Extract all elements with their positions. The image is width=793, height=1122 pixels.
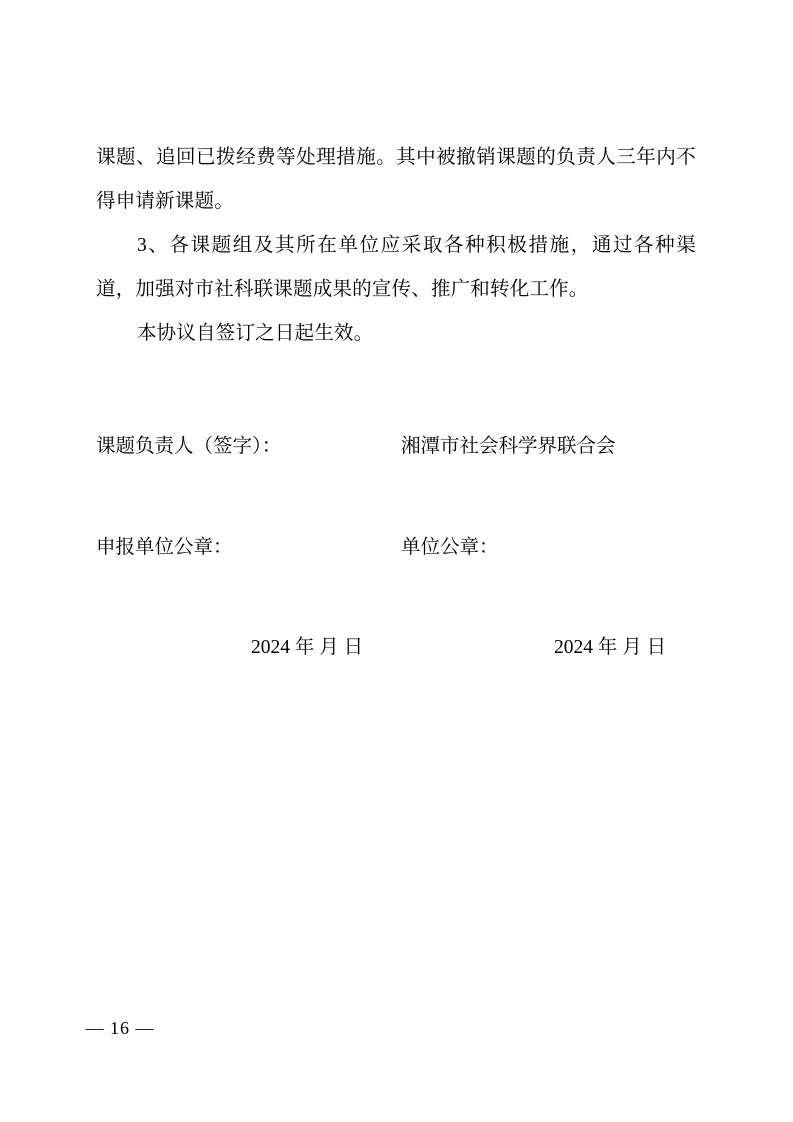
paragraph-3: 本协议自签订之日起生效。 [136,323,374,344]
paragraph-1: 课题、追回已拨经费等处理措施。其中被撤销课题的负责人三年内不得申请新课题。 [96,147,696,212]
signature-row-1 [96,432,716,462]
date-row [96,633,716,663]
document-body [96,136,696,356]
date-left: 2024 年 月 日 [251,637,364,658]
applicant-unit-seal-label: 申报单位公章： [96,537,233,558]
unit-seal-label: 单位公章： [401,537,499,558]
signature-row-2 [96,533,716,563]
page-number: — 16 — [85,1018,155,1038]
paragraph-2: 3、各课题组及其所在单位应采取各种积极措施，通过各种渠道，加强对市社科联课题成果的宣传、推广和转化工作。 [96,235,696,300]
federation-name-label: 湘潭市社会科学界联合会 [401,436,616,457]
project-leader-signature-label: 课题负责人（签字）： [96,436,282,457]
date-right: 2024 年 月 日 [554,637,667,658]
